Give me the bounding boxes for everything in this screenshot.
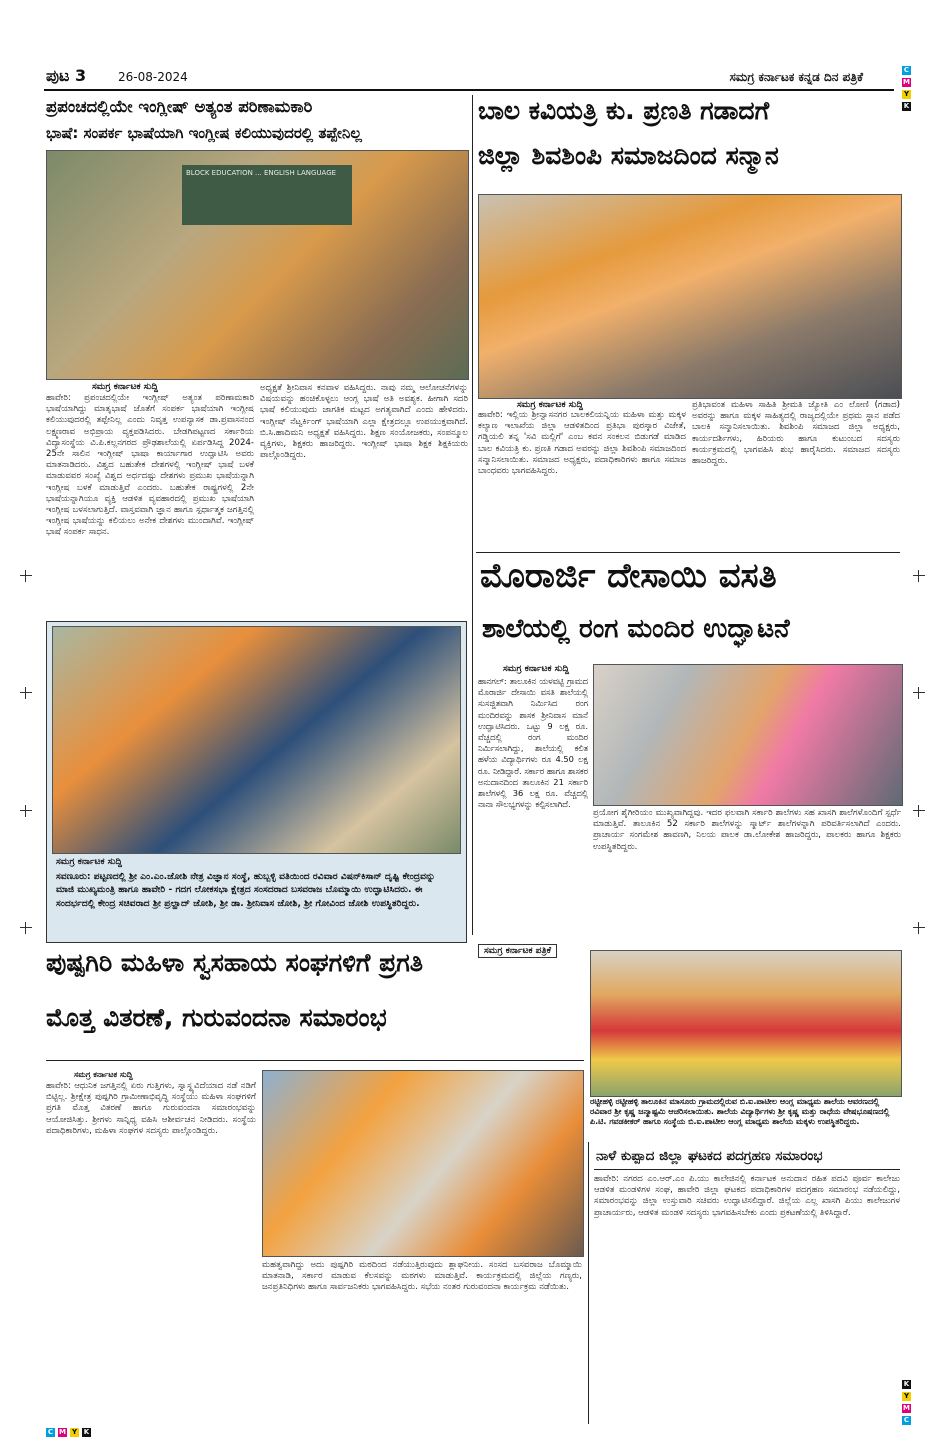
cmyk-m-mark: M: [903, 78, 910, 86]
registration-mark: [20, 805, 32, 817]
story7-text: ಹಾವೇರಿ: ನಗರದ ಎಂ.ಆರ್.ಎಂ ಪಿ.ಯು ಕಾಲೇಜಿನಲ್ಲಿ ಕರ್ನಾಟಕ ಅನುದಾನ ರಹಿತ ಪದವಿ ಪೂರ್ವ ಕಾಲೇಜು ಆಡಳಿತ ಮಂಡಳಿಗಳ ಸಂಘ, ಹಾವೇರಿ ಜಿಲ್ಲಾ ಘಟಕದ ಪದಾಧಿಕಾರಿಗಳ ಪದಗ್ರಹಣ ಸಮಾರಂಭ ನಡೆಯಲಿದ್ದು, ಸಮಾರಂಭವನ್ನು ಜಿಲ್ಲಾ ಉಸ್ತುವಾರಿ ಸಚಿವರು ಉದ್ಘಾಟಿಸಲಿದ್ದಾರೆ. ಜಿಲ್ಲೆಯ ಎಲ್ಲ ಖಾಸಗಿ ಪಿಯು ಕಾಲೇಜುಗಳ ಪ್ರಾಚಾರ್ಯರು, ಆಡಳಿತ ಮಂಡಳಿ ಸದಸ್ಯರು ಭಾಗವಹಿಸಬೇಕು ಎಂದು ಪ್ರಕಟಣೆಯಲ್ಲಿ ತಿಳಿಸಿದ್ದಾರೆ.: [594, 1174, 900, 1218]
cmyk-y-mark: Y: [71, 1428, 78, 1436]
story2-headline-line1: ಬಾಲ ಕವಿಯತ್ರಿ ಕು. ಪ್ರಣತಿ ಗಡಾದಗೆ: [478, 96, 770, 125]
column-divider: [472, 95, 473, 935]
registration-mark: [20, 687, 32, 699]
cmyk-y-mark: Y: [903, 90, 910, 98]
registration-mark: [913, 687, 925, 699]
blackboard: BLOCK EDUCATION ... ENGLISH LANGUAGE: [182, 165, 352, 225]
story6-headline-line2: ಮೊತ್ತ ವಿತರಣೆ, ಗುರುವಂದನಾ ಸಮಾರಂಭ: [46, 1003, 387, 1032]
story2-photo: [478, 194, 902, 399]
registration-mark: [20, 570, 32, 582]
story4-credit: ಸಮಗ್ರ ಕರ್ನಾಟಕ ಸುದ್ದಿ: [56, 857, 122, 867]
story1-credit: ಸಮಗ್ರ ಕರ್ನಾಟಕ ಸುದ್ದಿ: [92, 382, 158, 392]
cmyk-k-mark: K: [83, 1428, 90, 1436]
column-divider: [588, 1142, 589, 1424]
story6-column2: ಮಹತ್ವವಾಗಿದ್ದು ಅದು ಪುಷ್ಪಗಿರಿ ಮಠದಿಂದ ನಡೆಯುತ್ತಿರುವುದು ಶ್ಲಾಘನೀಯ. ಸಂಸದ ಬಸವರಾಜ ಬೊಮ್ಮಾಯಿ ಮಾತನಾಡಿ, ಸರ್ಕಾರ ಮಾಡುವ ಕೆಲಸವನ್ನು ಮಠಗಳು ಮಾಡುತ್ತಿವೆ. ಕಾರ್ಯಕ್ರಮದಲ್ಲಿ ಜಿಲ್ಲೆಯ ಗಣ್ಯರು, ಜನಪ್ರತಿನಿಧಿಗಳು ಹಾಗೂ ಸಾರ್ವಜನಿಕರು ಭಾಗವಹಿಸಿದ್ದರು. ಸಭೆಯ ನಂತರ ಗುರುವಂದನಾ ಕಾರ್ಯಕ್ರಮ ನಡೆಯಿತು.: [262, 1260, 582, 1293]
story3-credit: ಸಮಗ್ರ ಕರ್ನಾಟಕ ಸುದ್ದಿ: [503, 664, 569, 674]
story5-tag: ಸಮಗ್ರ ಕರ್ನಾಟಕ ಪತ್ರಿಕೆ: [478, 944, 557, 958]
cmyk-m-mark: M: [903, 1404, 910, 1412]
story4-photo: [52, 626, 461, 854]
story1-headline-line1: ಪ್ರಪಂಚದಲ್ಲಿಯೇ ಇಂಗ್ಲೀಷ್ ಅತ್ಯಂತ ಪರಿಣಾಮಕಾರಿ: [46, 97, 313, 116]
cmyk-m-mark: M: [59, 1428, 66, 1436]
story2-credit: ಸಮಗ್ರ ಕರ್ನಾಟಕ ಸುದ್ದಿ: [517, 400, 583, 410]
registration-mark: [913, 922, 925, 934]
header-rule: [44, 89, 894, 91]
story1-photo: [46, 150, 469, 380]
story-divider: [476, 552, 900, 553]
cmyk-c-mark: C: [903, 66, 910, 74]
story3-photo: [593, 664, 903, 806]
paper-name: ಸಮಗ್ರ ಕರ್ನಾಟಕ ಕನ್ನಡ ದಿನ ಪತ್ರಿಕೆ: [729, 70, 863, 84]
story-divider: [46, 1060, 584, 1061]
cmyk-k-mark: K: [903, 1380, 910, 1388]
story2-column2: ಪ್ರತಿಭಾವಂತ ಮಹಿಳಾ ಸಾಹಿತಿ ಶ್ರೀಮತಿ ಜ್ಯೋತಿ ಎಂ ಲೋಣಿ (ಗಡಾದ) ಅವರನ್ನು ಹಾಗೂ ಮಕ್ಕಳ ಸಾಹಿತ್ಯದಲ್ಲಿ ರಾಜ್ಯದಲ್ಲಿಯೇ ಪ್ರಥಮ ಸ್ಥಾನ ಪಡೆದ ಬಾಲಕಿ ಸನ್ಮಾನಿಸಲಾಯಿತು. ಶಿವಶಿಂಪಿ ಸಮಾಜದ ಜಿಲ್ಲಾ ಅಧ್ಯಕ್ಷರು, ಕಾರ್ಯದರ್ಶಿಗಳು, ಹಿರಿಯರು ಹಾಗೂ ಕುಟುಂಬದ ಸದಸ್ಯರು ಕಾರ್ಯಕ್ರಮದಲ್ಲಿ ಭಾಗವಹಿಸಿ ಶುಭ ಹಾರೈಸಿದರು. ಸಮಾಜದ ಸದಸ್ಯರು ಹಾಜರಿದ್ದರು.: [692, 400, 900, 467]
story1-column2: ಅಧ್ಯಕ್ಷತೆ ಶ್ರೀನಿವಾಸ ಕನವಾಳ ವಹಿಸಿದ್ದರು. ನಾವು ನಮ್ಮ ಆಲೋಚನೆಗಳನ್ನು ವಿಷಯವನ್ನು ಹಂಚಿಕೊಳ್ಳಲು ಆಂಗ್ಲ ಭಾಷೆ ಅತಿ ಅವಶ್ಯಕ. ಹೀಗಾಗಿ ಸದರಿ ಭಾಷೆ ಕಲಿಯುವುದು ಜಾಗತಿಕ ಮಟ್ಟದ ಅಗತ್ಯವಾಗಿದೆ ಎಂದು ಹೇಳಿದರು. ಇಂಗ್ಲೀಷ್ ನೆಟ್ವರ್ಕಿಂಗ್ ಭಾಷೆಯಾಗಿ ಎಲ್ಲಾ ಕ್ಷೇತ್ರದಲ್ಲೂ ಉಪಯುಕ್ತವಾಗಿದೆ. ಬಿ.ಸಿ.ಹಾದಿಮನಿ ಅಧ್ಯಕ್ಷತೆ ವಹಿಸಿದ್ದರು. ಶಿಕ್ಷಣ ಸಂಯೋಜಕರು, ಸಂಪನ್ಮೂಲ ವ್ಯಕ್ತಿಗಳು, ಶಿಕ್ಷಕರು ಹಾಜರಿದ್ದರು. ಇಂಗ್ಲೀಷ್ ಭಾಷಾ ಶಿಕ್ಷಕ ಶಿಕ್ಷಕಿಯರು ಪಾಲ್ಗೊಂಡಿದ್ದರು.: [260, 383, 468, 461]
story6-credit: ಸಮಗ್ರ ಕರ್ನಾಟಕ ಸುದ್ದಿ: [74, 1070, 133, 1079]
story5-caption: ರಟ್ಟೀಹಳ್ಳಿ ರಟ್ಟೀಹಳ್ಳಿ ತಾಲೂಕಿನ ಮಾಸೂರು ಗ್ರಾಮದಲ್ಲಿರುವ ಬಿ.ಐ.ಪಾಟೀಲ ಆಂಗ್ಲ ಮಾಧ್ಯಮ ಶಾಲೆಯ ಆವರಣದಲ್ಲಿ ರವಿವಾರ ಶ್ರೀ ಕೃಷ್ಣ ಜನ್ಮಾಷ್ಟಮಿ ಆಚರಿಸಲಾಯಿತು. ಶಾಲೆಯ ವಿದ್ಯಾರ್ಥಿಗಳು ಶ್ರೀ ಕೃಷ್ಣ ಮತ್ತು ರಾಧೆಯ ವೇಷಭೂಷಣದಲ್ಲಿ ಪಿ.ಟಿ. ಗವಡಕೀಕರ್ ಹಾಗೂ ಸಂಸ್ಥೆಯ ಬಿ.ಐ.ಪಾಟೀಲ ಆಂಗ್ಲ ಮಾಧ್ಯಮ ಶಾಲೆಯ ಮಕ್ಕಳು ಉಪಸ್ಥಿತರಿದ್ದರು.: [590, 1097, 890, 1126]
registration-mark: [913, 805, 925, 817]
story3-column-left: ಹಾನಗಲ್: ತಾಲೂಕಿನ ಯಳವಟ್ಟಿ ಗ್ರಾಮದ ಮೊರಾರ್ಜಿ ದೇಸಾಯಿ ವಸತಿ ಶಾಲೆಯಲ್ಲಿ ಸುಸಜ್ಜಿತವಾಗಿ ನಿರ್ಮಿಸಿದ ರಂಗ ಮಂದಿರವನ್ನು ಶಾಸಕ ಶ್ರೀನಿವಾಸ ಮಾನೆ ಉದ್ಘಾಟಿಸಿದರು. ಒಟ್ಟು 9 ಲಕ್ಷ ರೂ. ವೆಚ್ಚದಲ್ಲಿ ರಂಗ ಮಂದಿರ ನಿರ್ಮಿಸಲಾಗಿದ್ದು, ಶಾಲೆಯಲ್ಲಿ ಕಲಿತ ಹಳೆಯ ವಿದ್ಯಾರ್ಥಿಗಳು ರೂ 4.50 ಲಕ್ಷ ರೂ. ನೀಡಿದ್ದಾರೆ. ಸರ್ಕಾರ ಹಾಗೂ ಶಾಸಕರ ಅನುದಾನದಿಂದ ತಾಲೂಕಿನ 21 ಸರ್ಕಾರಿ ಶಾಲೆಗಳಲ್ಲಿ 36 ಲಕ್ಷ ರೂ. ವೆಚ್ಚದಲ್ಲಿ ನಾನಾ ಸೌಲಭ್ಯಗಳನ್ನು ಕಲ್ಪಿಸಲಾಗಿದೆ.: [478, 676, 588, 810]
cmyk-y-mark: Y: [903, 1392, 910, 1400]
story1-column1: ಹಾವೇರಿ: ಪ್ರಪಂಚದಲ್ಲಿಯೇ ಇಂಗ್ಲೀಷ್ ಅತ್ಯಂತ ಪರಿಣಾಮಕಾರಿ ಭಾಷೆಯಾಗಿದ್ದು ಮಾತೃಭಾಷೆ ಜೊತೆಗೆ ಸಂಪರ್ಕ ಭಾಷೆಯಾಗಿ ಇಂಗ್ಲೀಷ ಕಲಿಯುವುದರಲ್ಲಿ ತಪ್ಪೇನಿಲ್ಲ ಎಂದು ನಿವೃತ್ತ ಉಪನ್ಯಾಸಕ ಡಾ.ಪ್ರವಾಸನಂದ ಲಕ್ಷ್ಮಣರಾವ ಅಭಿಪ್ರಾಯ ವ್ಯಕ್ತಪಡಿಸಿದರು. ಬೇಡಗಿಪಟ್ಟಣದ ಸರ್ಕಾರಿಯ ವಿದ್ಯಾಸಂಸ್ಥೆಯ ವಿ.ಪಿ.ಕಲ್ಲನಗರದ ಪ್ರೌಢಶಾಲೆಯಲ್ಲಿ ಏರ್ಪಡಿಸಿದ್ದ 2024-25ನೇ ಸಾಲಿನ ಇಂಗ್ಲೀಷ್ ಭಾಷಾ ಕಾರ್ಯಾಗಾರ ಉದ್ಘಾಟಿಸಿ ಅವರು ಮಾತನಾಡಿದರು. ವಿಶ್ವದ ಬಹುತೇಕ ದೇಶಗಳಲ್ಲಿ ಇಂಗ್ಲೀಷ್ ಭಾಷೆ ಬಳಕೆ ಮಾಡುವವರ ಸಂಖ್ಯೆ ವಿಶ್ವದ ಅರ್ಧದಷ್ಟು ದೇಶಗಳು ಪ್ರಮುಖ ಭಾಷೆಯನ್ನಾಗಿ ಇಂಗ್ಲೀಷ ಬಳಕೆ ಮಾಡುತ್ತಿವೆ ಎಂದರು. ಬಹುತೇಕ ರಾಷ್ಟ್ರಗಳಲ್ಲಿ 2ನೇ ಭಾಷೆಯನ್ನಾಗಿಯೂ ವ್ಯಕ್ತಿ ಆಡಳಿತ ವ್ಯವಹಾರದಲ್ಲಿ ಪ್ರಮುಖ ಭಾಷೆಯಾಗಿ ಇಂಗ್ಲೀಷ ಬಳಸಲಾಗುತ್ತಿದೆ. ವಾಸ್ತವವಾಗಿ ಜ್ಞಾನ ಹಾಗೂ ಸ್ಪರ್ಧಾತ್ಮಕ ಜಗತ್ತಿನಲ್ಲಿ ಇಂಗ್ಲೀಷ ಭಾಷೆಯನ್ನು ಕಲಿಯಲು ಅನೇಕ ದೇಶಗಳು ಮುಂದಾಗಿವೆ. ಇಂಗ್ಲೀಷ್ ಭಾಷೆ ಸಂಪರ್ಕ ಸಾಧನ.: [46, 393, 254, 538]
story3-headline-line2: ಶಾಲೆಯಲ್ಲಿ ರಂಗ ಮಂದಿರ ಉದ್ಘಾಟನೆ: [482, 614, 790, 644]
story5-photo: [590, 950, 902, 1097]
page-number: ಪುಟ 3: [46, 66, 87, 85]
registration-mark: [913, 570, 925, 582]
cmyk-c-mark: C: [47, 1428, 54, 1436]
story-divider: [594, 1169, 900, 1170]
story6-column1: ಹಾವೇರಿ: ಆಧುನಿಕ ಜಗತ್ತಿನಲ್ಲಿ ಏರು ಗುತ್ತಿಗಳು, ಸ್ವಾಸ್ಥ್ಯವಿದೆಯಾದ ನಡೆ ನಡಿಗೆ ಬಿಟ್ಟಿಲ್ಲ. ಶ್ರೀಕ್ಷೇತ್ರ ಪುಷ್ಪಗಿರಿ ಗ್ರಾಮೀಣಾಭಿವೃದ್ಧಿ ಸಂಸ್ಥೆಯು ಮಹಿಳಾ ಸಂಘಗಳಿಗೆ ಪ್ರಗತಿ ಮೊತ್ತ ವಿತರಣೆ ಹಾಗೂ ಗುರುವಂದನಾ ಸಮಾರಂಭವನ್ನು ಆಯೋಜಿಸಿತ್ತು. ಶ್ರೀಗಳು ಸಾನ್ನಿಧ್ಯ ವಹಿಸಿ ಆಶೀರ್ವಚನ ನೀಡಿದರು. ಸಂಸ್ಥೆಯ ಪದಾಧಿಕಾರಿಗಳು, ಮಹಿಳಾ ಸಂಘಗಳ ಸದಸ್ಯರು ಪಾಲ್ಗೊಂಡಿದ್ದರು.: [46, 1081, 256, 1136]
registration-mark: [20, 922, 32, 934]
cmyk-k-mark: K: [903, 102, 910, 110]
story3-headline-line1: ಮೊರಾರ್ಜಿ ದೇಸಾಯಿ ವಸತಿ: [480, 556, 777, 596]
cmyk-c-mark: C: [903, 1416, 910, 1424]
story1-headline-line2: ಭಾಷೆ: ಸಂಪರ್ಕ ಭಾಷೆಯಾಗಿ ಇಂಗ್ಲೀಷ ಕಲಿಯುವುದರಲ್ಲಿ ತಪ್ಪೇನಿಲ್ಲ: [46, 124, 362, 142]
story7-headline: ನಾಳೆ ಕುಪ್ಪಾದ ಜಿಲ್ಲಾ ಘಟಕದ ಪದಗ್ರಹಣ ಸಮಾರಂಭ: [596, 1148, 823, 1164]
story6-photo: [262, 1070, 584, 1257]
story6-headline-line1: ಪುಷ್ಪಗಿರಿ ಮಹಿಳಾ ಸ್ವಸಹಾಯ ಸಂಘಗಳಿಗೆ ಪ್ರಗತಿ: [46, 948, 423, 977]
story2-headline-line2: ಜಿಲ್ಲಾ ಶಿವಶಿಂಪಿ ಸಮಾಜದಿಂದ ಸನ್ಮಾನ: [478, 141, 779, 170]
story4-text: ಸವಣೂರು: ಪಟ್ಟಣದಲ್ಲಿ ಶ್ರೀ ಎಂ.ಎಂ.ಜೋಶಿ ನೇತ್ರ ವಿಜ್ಞಾನ ಸಂಸ್ಥೆ, ಹುಬ್ಬಳ್ಳಿ ವತಿಯಿಂದ ರವಿವಾರ ವಿಷನ್‌ಕಿಸಾನ್ ದೃಷ್ಟಿ ಕೇಂದ್ರವನ್ನು ಮಾಜಿ ಮುಖ್ಯಮಂತ್ರಿ ಹಾಗೂ ಹಾವೇರಿ - ಗದಗ ಲೋಕಸಭಾ ಕ್ಷೇತ್ರದ ಸಂಸದರಾದ ಬಸವರಾಜ ಬೊಮ್ಮಾಯಿ ಉದ್ಘಾಟಿಸಿದರು. ಈ ಸಂದರ್ಭದಲ್ಲಿ ಕೇಂದ್ರ ಸಚಿವರಾದ ಶ್ರೀ ಪ್ರಲ್ಹಾದ್ ಜೋಶಿ, ಶ್ರೀ ಡಾ. ಶ್ರೀನಿವಾಸ ಜೋಶಿ, ಶ್ರೀ ಗೋವಿಂದ ಜೋಶಿ ಉಪಸ್ಥಿತರಿದ್ದರು.: [56, 871, 436, 909]
story3-column-right: ಪ್ರಯೋಗ ಶೈಗೀರಿಯಂ ಮುಖ್ಯವಾಗಿದ್ದವು. ಇದರ ಫಲವಾಗಿ ಸರ್ಕಾರಿ ಶಾಲೆಗಳು ಸಹ ಖಾಸಗಿ ಶಾಲೆಗಳೊಂದಿಗೆ ಸ್ಪರ್ಧೆ ಮಾಡುತ್ತಿವೆ. ತಾಲೂಕಿನ 52 ಸರ್ಕಾರಿ ಶಾಲೆಗಳನ್ನು ಸ್ಮಾರ್ಟ್ ಶಾಲೆಗಳನ್ನಾಗಿ ಪರಿವರ್ತಿಸಲಾಗಿದೆ ಎಂದರು. ಪ್ರಾಚಾರ್ಯ ಸಂಗಮೇಶ ಹಾವಣಗಿ, ನಿಲಯ ಪಾಲಕ ಡಾ.ಲೋಕೇಶ ಹಾಜರಿದ್ದರು, ಪಾಲಕರು ಹಾಗೂ ಶಿಕ್ಷಕರು ಉಪಸ್ಥಿತರಿದ್ದರು.: [593, 808, 901, 852]
story2-column1: ಹಾವೇರಿ: ಇಲ್ಲಿಯ ಶ್ರೀನ್ವಾಸನಗರ ಬಾಲಕಲಿಯನ್ನಿಯ ಮಹಿಳಾ ಮತ್ತು ಮಕ್ಕಳ ಕಲ್ಯಾಣ ಇಲಾಖೆಯ ಜಿಲ್ಲಾ ಆಡಳಿತದಿಂದ ಪ್ರತಿಭಾ ಪುರಸ್ಕಾರ ವಿಜೇತೆ, ಗಡ್ಡಿಯಲಿ ತನ್ನ 'ಸವಿ ಮಲ್ಲಿಗೆ' ಎಂಬ ಕವನ ಸಂಕಲನ ಬಿಡುಗಡೆ ಮಾಡಿದ ಬಾಲ ಕವಿಯತ್ರಿ ಕು. ಪ್ರಣತಿ ಗಡಾದ ಅವರನ್ನು ಜಿಲ್ಲಾ ಶಿವಶಿಂಪಿ ಸಮಾಜದಿಂದ ಸನ್ಮಾನಿಸಲಾಯಿತು. ಸಮಾಜದ ಅಧ್ಯಕ್ಷರು, ಪದಾಧಿಕಾರಿಗಳು ಹಾಗೂ ಸಮಾಜ ಬಾಂಧವರು ಭಾಗವಹಿಸಿದ್ದರು.: [478, 410, 686, 477]
page-date: 26-08-2024: [118, 70, 188, 84]
